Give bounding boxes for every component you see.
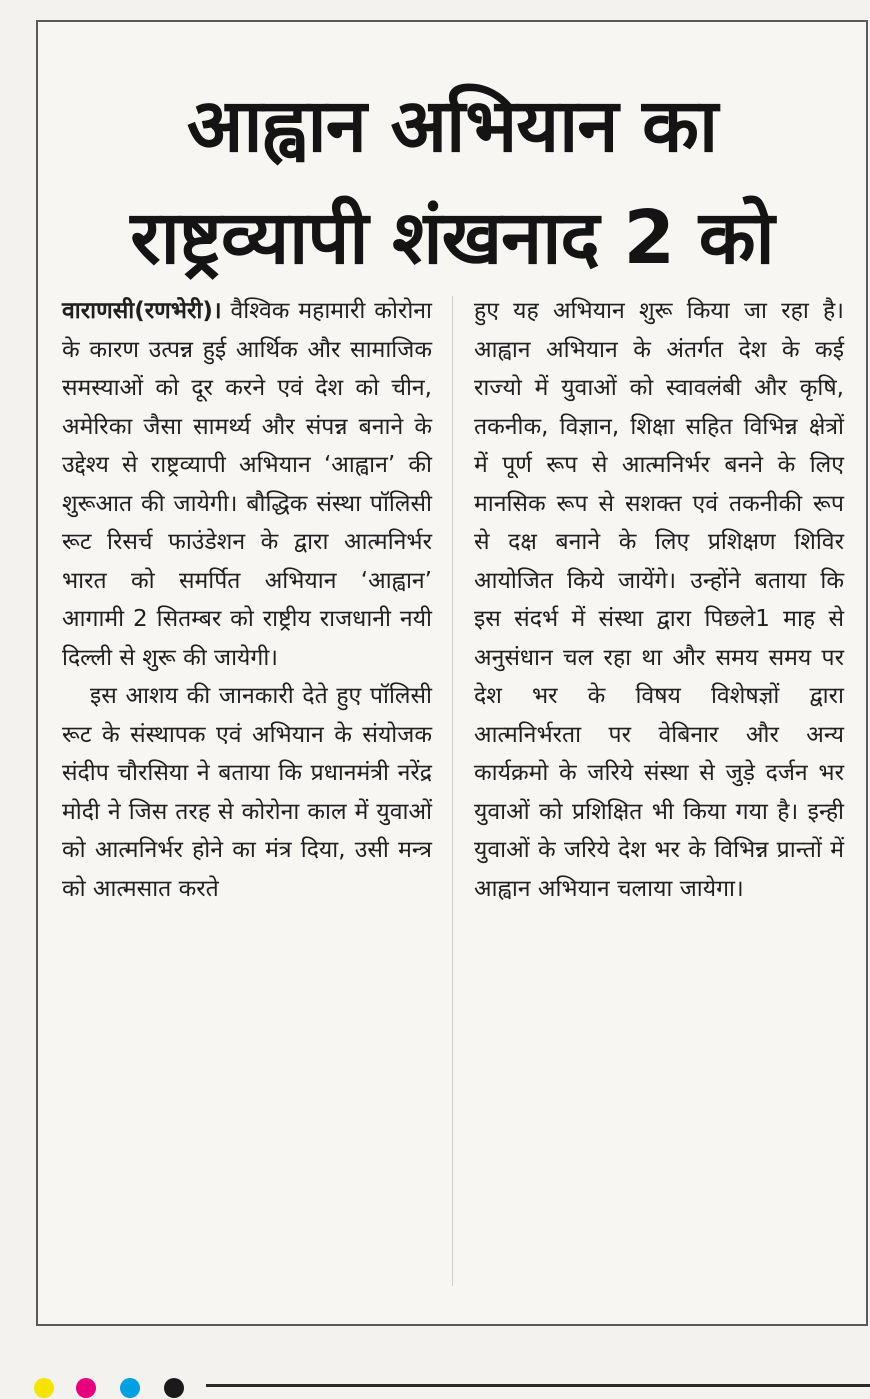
article-paragraph-2-continued: हुए यह अभियान शुरू किया जा रहा है। आह्वान अभियान के अंतर्गत देश के कई राज्यो में युवाओं को स्वावलंबी और कृषि, तकनीक, विज्ञान, शिक्षा सहित विभिन्न क्षेत्रों में पूर्ण रूप से आत्मनिर्भर बनने के लिए मानसिक रूप से सशक्त एवं तकनीकी रूप से दक्ष बनाने के लिए प्रशिक्षण शिविर आयोजित किये जायेंगे। उन्होंने बताया कि इस संदर्भ में संस्था द्वारा पिछले1 माह से अनुसंधान चल रहा था और समय समय पर देश भर के विषय विशेषज्ञों द्वारा आत्मनिर्भरता पर वेबिनार और अन्य कार्यक्रमो के जरिये संस्था से जुड़े दर्जन भर युवाओं को प्रशिक्षित भी किया गया है। इन्ही युवाओं के जरिये देश भर के विभिन्न प्रान्तों में आह्वान अभियान चलाया जायेगा।: [474, 298, 844, 902]
printer-registration-marks: [34, 1376, 194, 1398]
registration-dot-magenta: [76, 1378, 96, 1398]
article-column-left: [62, 292, 432, 908]
headline-line-2: राष्ट्रव्यापी शंखनाद 2 को: [130, 195, 774, 281]
article-paragraph-2: इस आशय की जानकारी देते हुए पॉलिसी रूट के संस्थापक एवं अभियान के संयोजक संदीप चौरसिया ने बताया कि प्रधानमंत्री नरेंद्र मोदी ने जिस तरह से कोरोना काल में युवाओं को आत्मनिर्भर होने का मंत्र दिया, उसी मन्त्र को आत्मसात करते: [62, 683, 432, 902]
article-paragraph-1-text: वैश्विक महामारी कोरोना के कारण उत्पन्न हुई आर्थिक और सामाजिक समस्याओं को दूर करने एवं देश को चीन, अमेरिका जैसा सामर्थ्य और संपन्न बनाने के उद्देश्य से राष्ट्रव्यापी अभियान ‘आह्वान’ की शुरूआत की जायेगी। बौद्धिक संस्था पॉलिसी रूट रिसर्च फाउंडेशन के द्वारा आत्मनिर्भर भारत को समर्पित अभियान ‘आह्वान’ आगामी 2 सितम्बर को राष्ट्रीय राजधानी नयी दिल्ली से शुरू की जायेगी।: [62, 298, 432, 671]
registration-dot-yellow: [34, 1378, 54, 1398]
registration-dot-cyan: [120, 1378, 140, 1398]
registration-dot-black: [164, 1378, 184, 1398]
column-divider: [452, 296, 453, 1286]
article-column-right: [474, 292, 844, 908]
headline-line-1: आह्वान अभियान का: [186, 83, 718, 169]
dateline: वाराणसी(रणभेरी)।: [62, 298, 222, 324]
footer-rule: [206, 1384, 870, 1387]
headline: [38, 70, 866, 294]
article-paragraph-1: [62, 292, 432, 677]
